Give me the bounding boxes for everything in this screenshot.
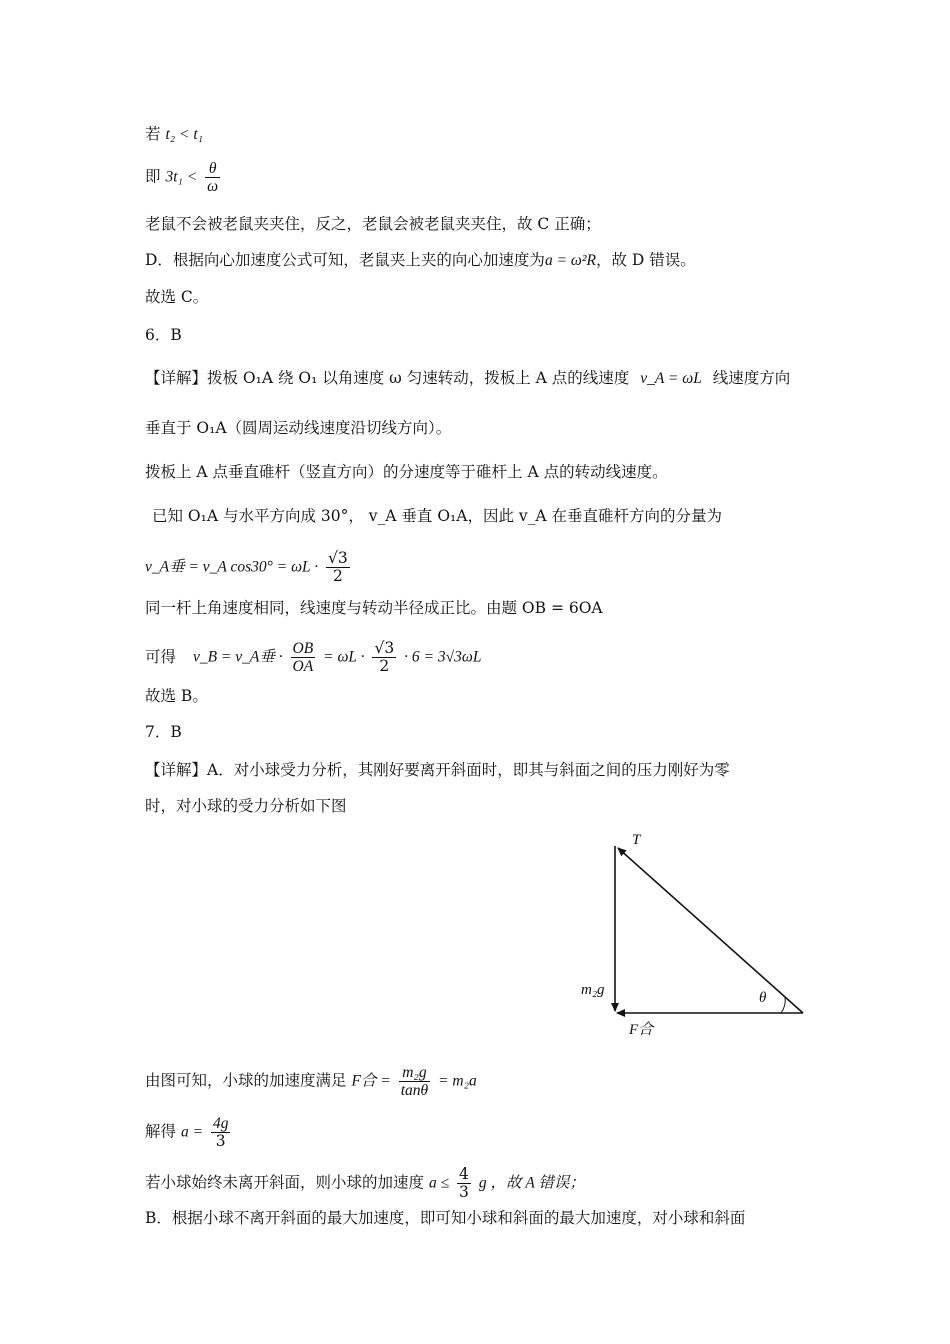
denominator: 2 — [379, 657, 390, 675]
formula: F合 = — [351, 1072, 391, 1090]
force-triangle — [575, 828, 815, 1044]
line-14: 故选 B。 — [145, 687, 208, 705]
formula: v_A垂 = v_A cos30° = ωL · — [145, 558, 319, 576]
line-11 — [145, 550, 353, 585]
tension-vector — [618, 848, 803, 1013]
line-6: 6．B — [145, 326, 182, 344]
label-theta: θ — [759, 990, 767, 1006]
formula: a = — [180, 1123, 204, 1141]
line-12: 同一杆上角速度相同，线速度与转动半径成正比。由题 OB = 6OA — [145, 599, 603, 617]
denominator: 3 — [215, 1132, 226, 1150]
line-8: 垂直于 O₁A（圆周运动线速度沿切线方向）。 — [145, 419, 452, 437]
numerator: m₂g — [399, 1064, 430, 1082]
label-F: F合 — [629, 1022, 654, 1038]
line-9: 拨板上 A 点垂直碓杆（竖直方向）的分速度等于碓杆上 A 点的转动线速度。 — [145, 463, 668, 481]
text: D．根据向心加速度公式可知，老鼠夹上夹的向心加速度为 — [145, 251, 545, 269]
fraction — [291, 640, 316, 675]
numerator: √3 — [328, 549, 348, 567]
text: 若 — [145, 125, 161, 143]
formula: v_B = v_A垂 · — [192, 648, 283, 666]
formula: t₂ < t₁ — [165, 126, 204, 143]
numerator: OB — [292, 640, 314, 657]
text: 若小球始终未离开斜面，则小球的加速度 — [145, 1173, 425, 1192]
line-13 — [145, 640, 481, 675]
denominator: tanθ — [400, 1082, 429, 1099]
fraction — [205, 160, 220, 195]
text: 【详解】拨板 O₁A 绕 O₁ 以角速度 ω 匀速转动，拨板上 A 点的线速度 — [145, 369, 630, 387]
formula: g ，故 A 错误； — [478, 1174, 585, 1192]
formula: = m₂a — [438, 1072, 477, 1090]
line-15: 7．B — [145, 723, 182, 741]
formula: 3t₁ < — [165, 168, 198, 186]
numerator: √3 — [374, 639, 395, 657]
text: ，故 D 错误。 — [595, 251, 696, 269]
line-7 — [145, 368, 790, 389]
fraction — [211, 1115, 231, 1150]
force-diagram — [575, 828, 815, 1044]
text: 即 — [145, 167, 161, 186]
denominator: OA — [292, 658, 314, 675]
denominator: 3 — [459, 1183, 469, 1201]
line-5: 故选 C。 — [145, 288, 209, 306]
text: 由图可知，小球的加速度满足 — [145, 1071, 347, 1090]
formula: a ≤ — [428, 1174, 450, 1192]
fraction — [457, 1166, 471, 1201]
denominator: ω — [207, 178, 219, 195]
fraction — [326, 550, 350, 585]
denominator: 2 — [332, 567, 343, 585]
text: 解得 — [145, 1122, 177, 1141]
formula: = ωL · — [323, 648, 365, 666]
line-1 — [145, 124, 203, 145]
line-17: 时，对小球的受力分析如下图 — [145, 797, 347, 815]
line-4 — [145, 250, 696, 271]
numerator: θ — [205, 160, 220, 178]
fraction — [372, 640, 396, 675]
numerator: 4 — [459, 1165, 469, 1183]
label-T: T — [632, 832, 641, 848]
fraction — [399, 1064, 430, 1099]
line-3: 老鼠不会被老鼠夹夹住，反之，老鼠会被老鼠夹夹住，故 C 正确； — [145, 215, 601, 233]
formula: a = ω²R — [544, 252, 596, 269]
formula: v_A = ωL — [640, 370, 702, 387]
line-10: 已知 O₁A 与水平方向成 30°， v_A 垂直 O₁A，因此 v_A 在垂直碓杆方向的分量为 — [152, 507, 723, 525]
label-mg: m₂g — [581, 982, 605, 998]
text: 可得 — [145, 647, 177, 666]
line-16: 【详解】A．对小球受力分析，其刚好要离开斜面时，即其与斜面之间的压力刚好为零 — [145, 761, 730, 779]
line-21: B．根据小球不离开斜面的最大加速度，即可知小球和斜面的最大加速度，对小球和斜面 — [145, 1209, 746, 1227]
formula: · 6 = 3√3ωL — [404, 648, 482, 666]
line-18 — [145, 1064, 477, 1099]
line-20 — [145, 1166, 585, 1201]
line-19 — [145, 1115, 233, 1150]
line-2 — [145, 160, 223, 195]
numerator: 4g — [212, 1115, 229, 1132]
text: 线速度方向 — [712, 369, 791, 387]
angle-arc — [781, 997, 785, 1013]
